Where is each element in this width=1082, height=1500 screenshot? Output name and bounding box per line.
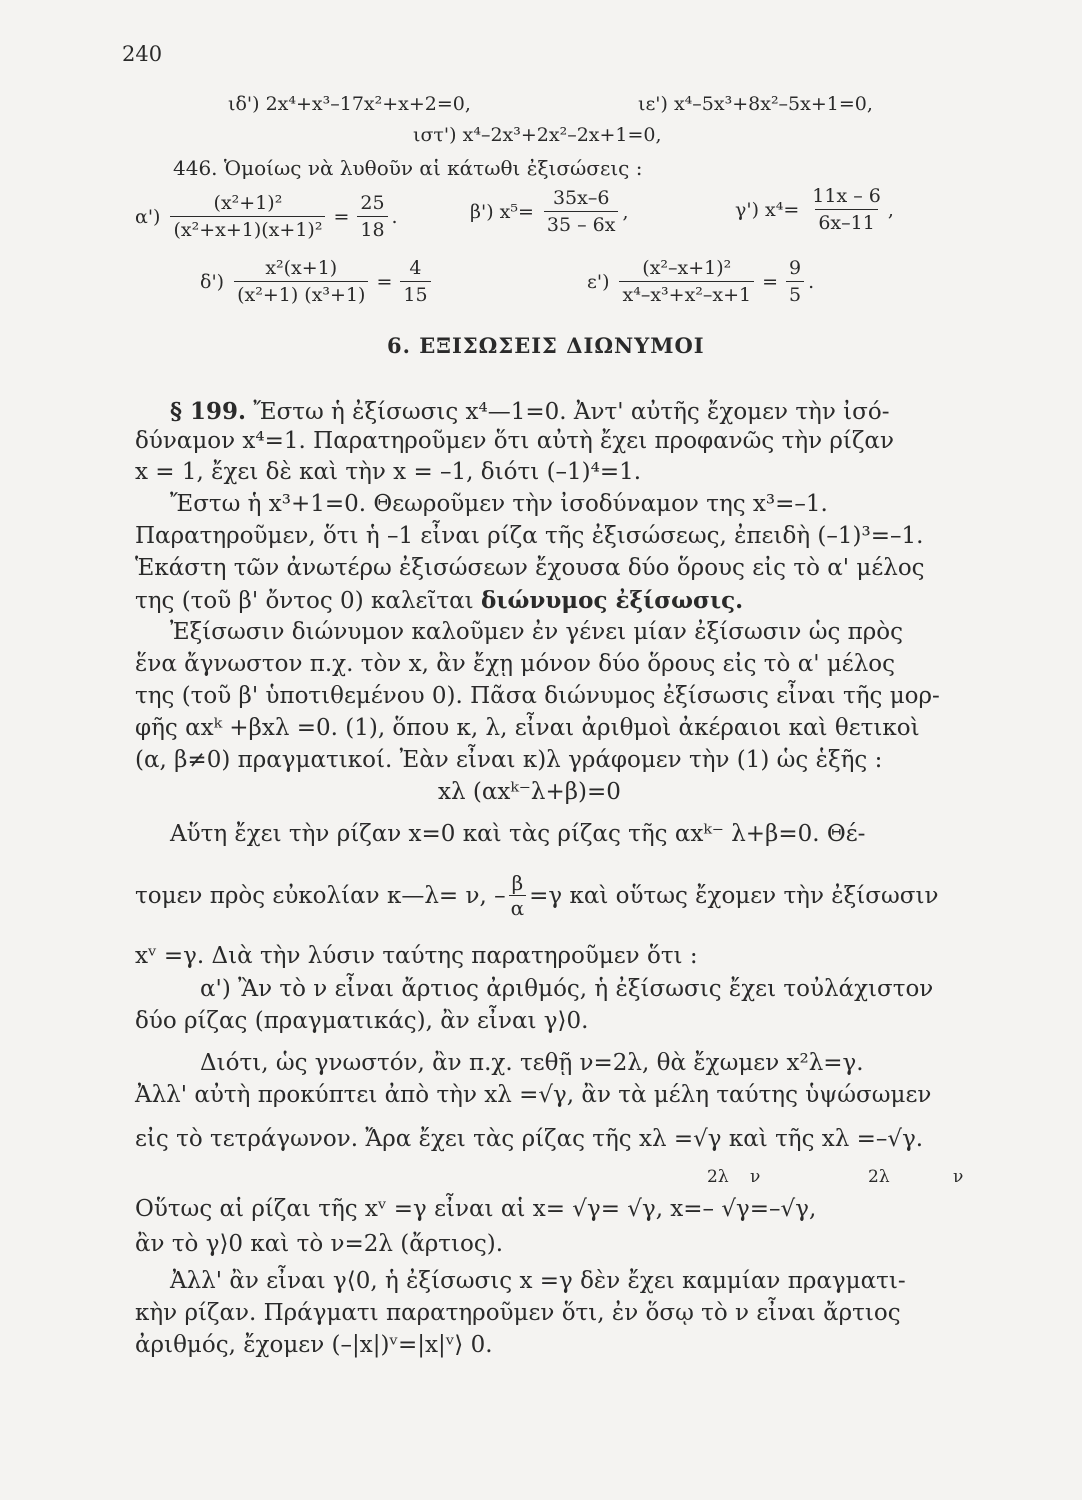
text-line: Οὕτως αἱ ρίζαι τῆς xᵛ =γ εἶναι αἱ x= √γ= √γ, x=– √γ=–√γ, <box>135 1196 817 1222</box>
text-span: =γ καὶ οὕτως ἔχομεν τὴν ἐξίσωσιν <box>529 882 939 909</box>
denominator: (x²+1) (x³+1) <box>234 281 368 306</box>
equals-sign: = <box>762 270 779 293</box>
exercise-16: ιστ') x⁴–2x³+2x²–2x+1=0, <box>413 124 662 146</box>
text-line: ἀριθμός, ἔχομεν (–|x|)ᵛ=|x|ᵛ⟩ 0. <box>135 1332 493 1358</box>
fraction <box>786 257 804 306</box>
equation-label: δ') <box>200 270 225 293</box>
section-heading: 6. ΕΞΙΣΩΣΕΙΣ ΔΙΩΝΥΜΟΙ <box>387 333 705 358</box>
denominator: α <box>510 896 525 920</box>
equation-label: ε') <box>587 270 610 293</box>
text-line: κὴν ρίζαν. Πράγματι παρατηροῦμεν ὅτι, ἐν ὅσῳ τὸ ν εἶναι ἄρτιος <box>135 1300 901 1326</box>
defined-term: διώνυμος ἐξίσωσις. <box>480 587 744 614</box>
text-line: δύναμον x⁴=1. Παρατηροῦμεν ὅτι αὐτὴ ἔχει προφανῶς τὴν ρίζαν <box>135 428 894 454</box>
exercise-446-intro: 446. Ὁμοίως νὰ λυθοῦν αἱ κάτωθι ἐξισώσεις : <box>173 156 643 180</box>
denominator: 15 <box>400 281 430 306</box>
text-line: Ἀλλ' ἂν εἶναι γ⟨0, ἡ ἐξίσωσις x =γ δὲν ἔχει καμμίαν πραγματι- <box>170 1268 906 1294</box>
numerator: (x²+1)² <box>213 192 283 214</box>
fraction <box>234 257 368 306</box>
text-line: Ἑκάστη τῶν ἀνωτέρω ἐξισώσεων ἔχουσα δύο ὅρους εἰς τὸ α' μέλος <box>135 555 925 581</box>
text-span: της (τοῦ β' ὄντος 0) καλεῖται <box>135 588 481 614</box>
equation-c <box>735 185 894 234</box>
text-line: Ἐξίσωσιν διώνυμον καλοῦμεν ἐν γένει μίαν ἐξίσωσιν ὡς πρὸς <box>170 619 904 645</box>
equation-a <box>135 192 398 241</box>
equation-b <box>470 187 629 236</box>
denominator: (x²+x+1)(x+1)² <box>170 216 325 241</box>
numerator: 4 <box>409 257 422 279</box>
fraction <box>619 257 754 306</box>
text-line: φῆς αxᵏ +βxλ =0. (1), ὅπου κ, λ, εἶναι ἀριθμοὶ ἀκέραιοι καὶ θετικοὶ <box>135 715 920 741</box>
text-line: Αὕτη ἔχει τὴν ρίζαν x=0 καὶ τὰς ρίζας τῆς αxᵏ⁻ λ+β=0. Θέ- <box>170 821 866 847</box>
formula-line: xλ (αxᵏ⁻λ+β)=0 <box>438 779 621 805</box>
text-line <box>135 587 743 614</box>
text-line <box>170 398 889 425</box>
page-number: 240 <box>122 42 163 66</box>
fraction <box>400 257 430 306</box>
denominator: 35 – 6x <box>544 211 619 236</box>
punctuation: , <box>622 200 629 223</box>
text-line: (α, β≠0) πραγματικοί. Ἐὰν εἶναι κ)λ γράφομεν τὴν (1) ὡς ἑξῆς : <box>135 747 883 773</box>
fraction <box>544 187 619 236</box>
fraction <box>357 192 387 241</box>
text-line: xᵛ =γ. Διὰ τὴν λύσιν ταύτης παρατηροῦμεν ὅτι : <box>135 943 698 969</box>
punctuation: . <box>808 270 815 293</box>
numerator: (x²–x+1)² <box>642 257 732 279</box>
numerator: 35x–6 <box>552 187 610 209</box>
equals-sign: = <box>333 205 350 228</box>
fraction <box>170 192 325 241</box>
equation-d <box>200 257 435 306</box>
numerator: 25 <box>360 192 385 214</box>
text-span: τομεν πρὸς εὐκολίαν κ—λ= ν, – <box>135 882 506 909</box>
fraction <box>809 185 884 234</box>
denominator: 6x–11 <box>815 209 877 234</box>
punctuation: , <box>887 198 894 221</box>
text-span: Ἔστω ἡ ἐξίσωσις x⁴—1=0. Ἀντ' αὐτῆς ἔχομεν τὴν ἰσό- <box>246 399 890 425</box>
equals-sign: = <box>376 270 393 293</box>
text-line: ἂν τὸ γ⟩0 καὶ τὸ ν=2λ (ἄρτιος). <box>135 1231 504 1257</box>
text-line: ἕνα ἄγνωστον π.χ. τὸν x, ἂν ἔχῃ μόνον δύο ὅρους εἰς τὸ α' μέλος <box>135 651 896 677</box>
text-line: της (τοῦ β' ὑποτιθεμένου 0). Πᾶσα διώνυμος ἐξίσωσις εἶναι τῆς μορ- <box>135 683 940 709</box>
equation-e <box>587 257 814 306</box>
section-number: § 199. <box>170 398 247 425</box>
text-line: Παρατηροῦμεν, ὅτι ἡ –1 εἶναι ρίζα τῆς ἐξισώσεως, ἐπειδὴ (–1)³=–1. <box>135 523 924 549</box>
text-line: Διότι, ὡς γνωστόν, ἂν π.χ. τεθῇ ν=2λ, θὰ ἔχωμεν x²λ=γ. <box>200 1050 864 1076</box>
punctuation: . <box>391 205 398 228</box>
text-line: x = 1, ἔχει δὲ καὶ τὴν x = –1, διότι (–1)⁴=1. <box>135 459 642 485</box>
root-index: ν <box>953 1167 964 1187</box>
text-line: α') Ἂν τὸ ν εἶναι ἄρτιος ἀριθμός, ἡ ἐξίσωσις ἔχει τοὐλάχιστον <box>200 976 934 1002</box>
text-line <box>135 871 938 920</box>
numerator: 9 <box>789 257 802 279</box>
denominator: 5 <box>786 281 804 306</box>
text-line: Ἀλλ' αὐτὴ προκύπτει ἀπὸ τὴν xλ =√γ, ἂν τὰ μέλη ταύτης ὑψώσωμεν <box>135 1082 932 1108</box>
text-line: δύο ρίζας (πραγματικάς), ἂν εἶναι γ⟩0. <box>135 1008 589 1034</box>
denominator: 18 <box>357 216 387 241</box>
root-index: ν <box>750 1167 761 1187</box>
numerator: β <box>511 871 524 895</box>
numerator: 11x – 6 <box>812 185 881 207</box>
root-index: 2λ <box>868 1167 890 1187</box>
root-index: 2λ <box>707 1167 729 1187</box>
text-line: Ἔστω ἡ x³+1=0. Θεωροῦμεν τὴν ἰσοδύναμον της x³=–1. <box>170 491 828 517</box>
exercise-15: ιε') x⁴–5x³+8x²–5x+1=0, <box>638 93 873 115</box>
equation-label: β') x⁵= <box>470 200 534 223</box>
exercise-14: ιδ') 2x⁴+x³–17x²+x+2=0, <box>228 93 471 115</box>
equation-label: γ') x⁴= <box>735 198 800 221</box>
fraction <box>509 871 527 920</box>
equation-label: α') <box>135 205 161 228</box>
text-line: εἰς τὸ τετράγωνον. Ἄρα ἔχει τὰς ρίζας τῆς xλ =√γ καὶ τῆς xλ =–√γ. <box>135 1126 924 1152</box>
numerator: x²(x+1) <box>265 257 338 279</box>
denominator: x⁴–x³+x²–x+1 <box>619 281 754 306</box>
